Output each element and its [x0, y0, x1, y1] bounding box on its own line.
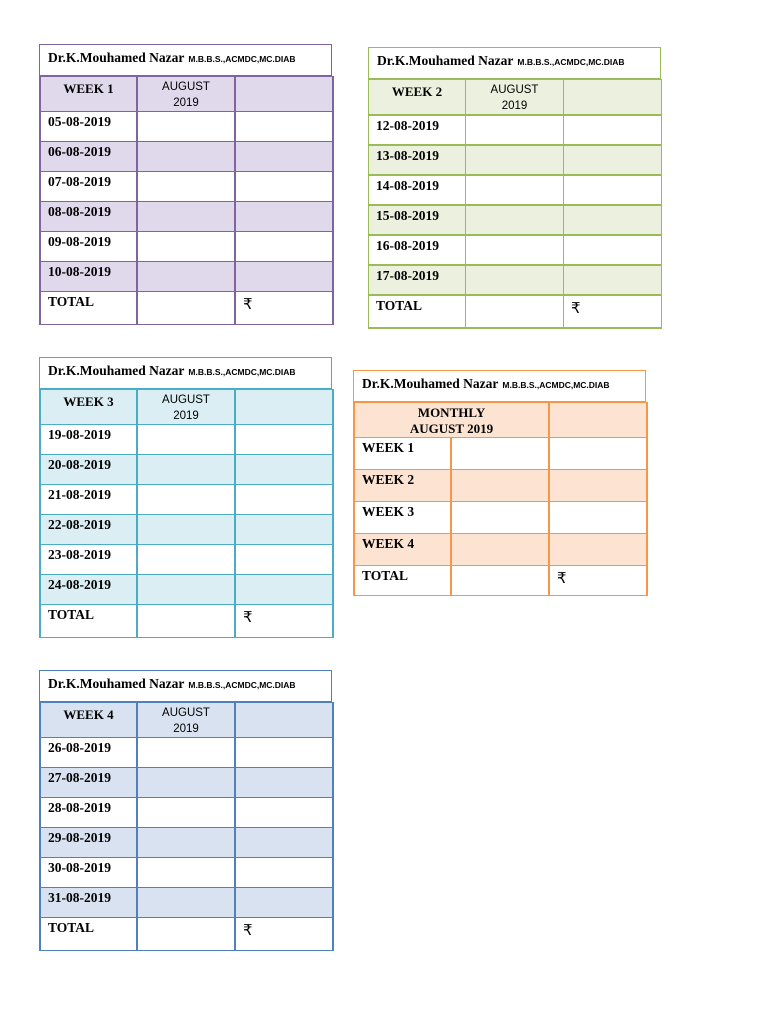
week-3-table: [39, 389, 334, 638]
month-label: AUGUST: [490, 84, 539, 96]
week-row-label: WEEK 2: [354, 470, 451, 502]
amount-cell: [235, 142, 333, 172]
week-label: WEEK 4: [40, 703, 137, 738]
amount-cell: [235, 425, 333, 455]
table-row: [40, 262, 333, 292]
amount-cell: [235, 768, 333, 798]
date-cell: 19-08-2019: [40, 425, 137, 455]
empty-header-cell: [235, 77, 333, 112]
rupee-icon: ₹: [549, 566, 647, 596]
amount-cell: [466, 115, 564, 145]
year-label: 2019: [173, 410, 199, 422]
rupee-icon: ₹: [235, 292, 333, 325]
week-3-card: [39, 357, 332, 638]
date-cell: 10-08-2019: [40, 262, 137, 292]
table-row: [354, 502, 647, 534]
date-cell: 09-08-2019: [40, 232, 137, 262]
date-cell: 13-08-2019: [369, 145, 466, 175]
card-header: [353, 370, 646, 402]
amount-cell: [235, 112, 333, 142]
amount-cell: [235, 455, 333, 485]
amount-cell: [137, 545, 235, 575]
amount-cell: [137, 828, 235, 858]
year-label: 2019: [173, 97, 199, 109]
amount-cell: [137, 202, 235, 232]
amount-cell: [564, 265, 662, 295]
amount-cell: [137, 918, 235, 951]
year-label: 2019: [173, 723, 199, 735]
amount-cell: [137, 292, 235, 325]
date-cell: 24-08-2019: [40, 575, 137, 605]
doctor-qualifications: M.B.B.S.,ACMDC,MC.DIAB: [517, 57, 625, 67]
date-cell: 30-08-2019: [40, 858, 137, 888]
date-cell: 27-08-2019: [40, 768, 137, 798]
amount-cell: [549, 438, 647, 470]
table-row: [40, 575, 333, 605]
monthly-table: [353, 402, 648, 596]
rupee-icon: ₹: [564, 295, 662, 328]
table-row: [40, 798, 333, 828]
date-cell: 17-08-2019: [369, 265, 466, 295]
month-year-cell: [466, 80, 564, 116]
amount-cell: [451, 534, 549, 566]
table-row: [40, 888, 333, 918]
amount-cell: [137, 142, 235, 172]
table-row: [40, 858, 333, 888]
date-cell: 12-08-2019: [369, 115, 466, 145]
table-row: [40, 485, 333, 515]
month-year-cell: [137, 77, 235, 112]
amount-cell: [137, 605, 235, 638]
doctor-name: Dr.K.Mouhamed Nazar: [377, 53, 514, 68]
date-cell: 15-08-2019: [369, 205, 466, 235]
amount-cell: [235, 828, 333, 858]
date-cell: 28-08-2019: [40, 798, 137, 828]
week-1-table: [39, 76, 334, 325]
table-header-row: [40, 390, 333, 425]
table-row: [354, 534, 647, 566]
week-4-card: [39, 670, 332, 951]
monthly-card: [353, 370, 646, 596]
amount-cell: [549, 502, 647, 534]
table-row: [40, 112, 333, 142]
week-row-label: WEEK 1: [354, 438, 451, 470]
amount-cell: [235, 888, 333, 918]
month-year-cell: [137, 703, 235, 738]
week-4-table: [39, 702, 334, 951]
date-cell: 16-08-2019: [369, 235, 466, 265]
table-header-row: [369, 80, 662, 116]
table-row: [40, 202, 333, 232]
total-row: [40, 605, 333, 638]
week-2-card: [368, 47, 661, 329]
empty-header-cell: [549, 403, 647, 438]
amount-cell: [549, 534, 647, 566]
table-row: [40, 425, 333, 455]
doctor-qualifications: M.B.B.S.,ACMDC,MC.DIAB: [502, 380, 610, 390]
date-cell: 07-08-2019: [40, 172, 137, 202]
date-cell: 14-08-2019: [369, 175, 466, 205]
table-row: [40, 232, 333, 262]
amount-cell: [235, 545, 333, 575]
date-cell: 06-08-2019: [40, 142, 137, 172]
amount-cell: [451, 470, 549, 502]
amount-cell: [137, 738, 235, 768]
total-row: [369, 295, 662, 328]
amount-cell: [451, 438, 549, 470]
date-cell: 22-08-2019: [40, 515, 137, 545]
amount-cell: [235, 202, 333, 232]
table-header-row: [40, 77, 333, 112]
table-row: [354, 470, 647, 502]
table-row: [40, 172, 333, 202]
table-row: [40, 455, 333, 485]
empty-header-cell: [564, 80, 662, 116]
total-row: [40, 292, 333, 325]
date-cell: 20-08-2019: [40, 455, 137, 485]
date-cell: 29-08-2019: [40, 828, 137, 858]
table-row: [40, 142, 333, 172]
amount-cell: [137, 232, 235, 262]
amount-cell: [137, 575, 235, 605]
amount-cell: [564, 175, 662, 205]
amount-cell: [137, 262, 235, 292]
amount-cell: [235, 515, 333, 545]
amount-cell: [466, 235, 564, 265]
table-row: [369, 235, 662, 265]
total-label: TOTAL: [354, 566, 451, 596]
amount-cell: [235, 858, 333, 888]
total-label: TOTAL: [369, 295, 466, 328]
amount-cell: [235, 798, 333, 828]
amount-cell: [235, 232, 333, 262]
table-header-row: [40, 703, 333, 738]
date-cell: 21-08-2019: [40, 485, 137, 515]
doctor-qualifications: M.B.B.S.,ACMDC,MC.DIAB: [188, 367, 296, 377]
card-header: [39, 44, 332, 76]
table-header-row: [354, 403, 647, 438]
table-row: [369, 205, 662, 235]
year-label: 2019: [501, 100, 528, 112]
date-cell: 26-08-2019: [40, 738, 137, 768]
rupee-icon: ₹: [235, 605, 333, 638]
card-header: [39, 357, 332, 389]
card-header: [368, 47, 661, 79]
amount-cell: [451, 566, 549, 596]
doctor-name: Dr.K.Mouhamed Nazar: [362, 376, 499, 391]
table-row: [40, 515, 333, 545]
monthly-title: MONTHLY: [417, 405, 486, 420]
week-1-card: [39, 44, 332, 325]
table-row: [369, 115, 662, 145]
card-header: [39, 670, 332, 702]
date-cell: 08-08-2019: [40, 202, 137, 232]
amount-cell: [451, 502, 549, 534]
date-cell: 23-08-2019: [40, 545, 137, 575]
week-label: WEEK 1: [40, 77, 137, 112]
amount-cell: [564, 145, 662, 175]
empty-header-cell: [235, 703, 333, 738]
amount-cell: [137, 888, 235, 918]
table-row: [40, 545, 333, 575]
week-label: WEEK 2: [369, 80, 466, 116]
month-year-cell: [137, 390, 235, 425]
amount-cell: [549, 470, 647, 502]
amount-cell: [137, 172, 235, 202]
amount-cell: [137, 485, 235, 515]
amount-cell: [137, 455, 235, 485]
amount-cell: [235, 262, 333, 292]
empty-header-cell: [235, 390, 333, 425]
amount-cell: [235, 485, 333, 515]
amount-cell: [235, 172, 333, 202]
month-label: AUGUST: [162, 81, 210, 93]
total-label: TOTAL: [40, 605, 137, 638]
amount-cell: [137, 112, 235, 142]
amount-cell: [466, 265, 564, 295]
amount-cell: [235, 575, 333, 605]
rupee-icon: ₹: [235, 918, 333, 951]
week-row-label: WEEK 4: [354, 534, 451, 566]
total-row: [354, 566, 647, 596]
amount-cell: [466, 175, 564, 205]
total-label: TOTAL: [40, 918, 137, 951]
monthly-period: AUGUST 2019: [409, 421, 494, 436]
doctor-name: Dr.K.Mouhamed Nazar: [48, 50, 185, 65]
monthly-header-cell: [354, 403, 549, 438]
total-row: [40, 918, 333, 951]
total-label: TOTAL: [40, 292, 137, 325]
week-2-table: [368, 79, 662, 329]
month-label: AUGUST: [162, 394, 210, 406]
amount-cell: [137, 858, 235, 888]
date-cell: 05-08-2019: [40, 112, 137, 142]
table-row: [354, 438, 647, 470]
month-label: AUGUST: [162, 707, 210, 719]
week-row-label: WEEK 3: [354, 502, 451, 534]
table-row: [40, 738, 333, 768]
amount-cell: [137, 515, 235, 545]
table-row: [40, 828, 333, 858]
amount-cell: [137, 425, 235, 455]
amount-cell: [137, 798, 235, 828]
amount-cell: [137, 768, 235, 798]
week-label: WEEK 3: [40, 390, 137, 425]
table-row: [369, 145, 662, 175]
date-cell: 31-08-2019: [40, 888, 137, 918]
amount-cell: [564, 235, 662, 265]
table-row: [40, 768, 333, 798]
amount-cell: [466, 295, 564, 328]
doctor-name: Dr.K.Mouhamed Nazar: [48, 676, 185, 691]
amount-cell: [466, 145, 564, 175]
doctor-qualifications: M.B.B.S.,ACMDC,MC.DIAB: [188, 680, 296, 690]
table-row: [369, 265, 662, 295]
amount-cell: [235, 738, 333, 768]
table-row: [369, 175, 662, 205]
amount-cell: [564, 205, 662, 235]
doctor-name: Dr.K.Mouhamed Nazar: [48, 363, 185, 378]
doctor-qualifications: M.B.B.S.,ACMDC,MC.DIAB: [188, 54, 296, 64]
amount-cell: [466, 205, 564, 235]
amount-cell: [564, 115, 662, 145]
